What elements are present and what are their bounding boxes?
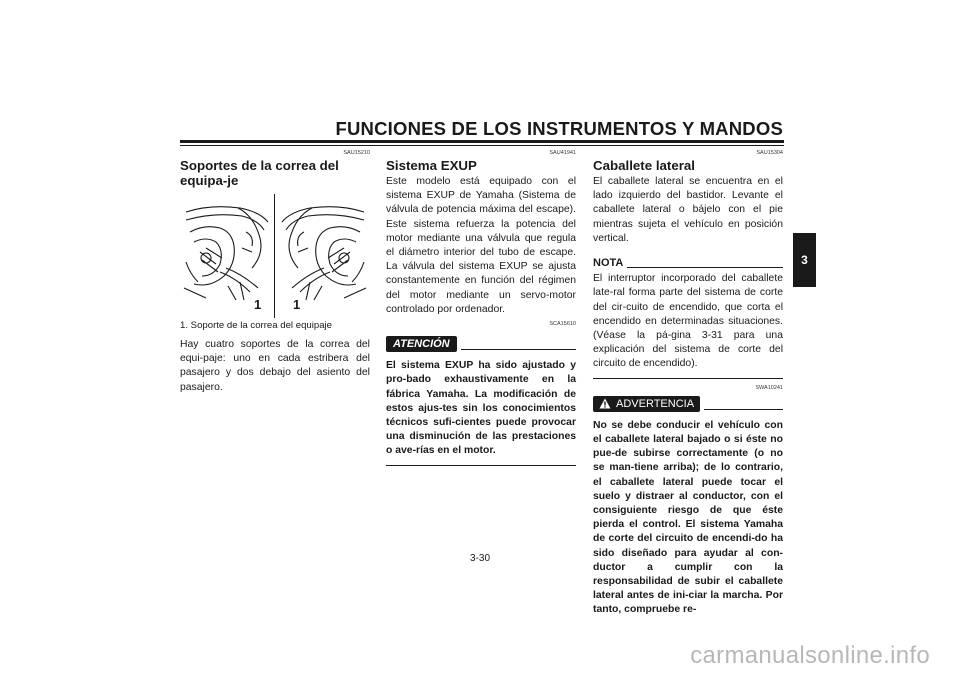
motorcycle-rear-left-illustration xyxy=(180,202,272,302)
luggage-strap-figure xyxy=(180,194,370,318)
page-number: 3-30 xyxy=(469,553,490,564)
warning-rule xyxy=(704,409,783,410)
notice-end-rule xyxy=(386,465,576,466)
note-end-rule xyxy=(593,378,783,379)
figure-callout-label: 1 xyxy=(293,297,301,312)
section-heading: Caballete lateral xyxy=(593,158,695,173)
body-text: Hay cuatro soportes de la correa del equi-paje: uno en cada estribera del pasajero y dos debajo del asiento del pasajero. xyxy=(180,339,370,393)
column-luggage-strap xyxy=(180,150,370,395)
warning-text: No se debe conducir el vehículo con el caballete lateral bajado o si éste no pue-de subirse correctamente (o no se man-tiene arriba); de lo contrario, el caballete lateral puede tocar el suelo y distraer al conductor, con el consiguiente riesgo de que éste pierda el control. El sistema Yamaha de corte del circuito de encendi-do ha sido diseñado para ayudar al con-ductor a cumplir con la responsabilidad de subir el caballete lateral antes de ini-ciar la marcha. Por tanto, compruebe re- xyxy=(593,419,783,616)
page-header-title: FUNCIONES DE LOS INSTRUMENTOS Y MANDOS xyxy=(335,118,783,139)
header-rule-thick xyxy=(180,140,784,143)
section-heading: Soportes de la correa del equipa-je xyxy=(180,158,339,188)
section-code: SAU15210 xyxy=(343,150,370,156)
figure-divider xyxy=(274,194,275,318)
note-label: NOTA xyxy=(593,257,624,270)
warning-code: SCA15610 xyxy=(549,321,576,328)
figure-caption: 1. Soporte de la correa del equipaje xyxy=(180,320,333,331)
figure-callout-label: 1 xyxy=(254,297,262,312)
note-header xyxy=(593,256,783,270)
motorcycle-rear-right-illustration xyxy=(278,202,370,302)
column-exup-system xyxy=(386,150,576,466)
body-text: Este modelo está equipado con el sistema EXUP de Yamaha (Sistema de válvula de potencia máxima del escape). Este sistema refuerza la potencia del motor mediante una válvula que regula el diámetro interior del tubo de escape. La válvula del sistema EXUP se ajusta constantemente en función del régimen del motor mediante un servo-motor controlado por ordenador. xyxy=(386,176,576,315)
body-text: El caballete lateral se encuentra en el lado izquierdo del bastidor. Levante el caballete lateral o bájelo con el pie mientras sujeta el vehículo en posición vertical. xyxy=(593,176,783,244)
header-rule-thin xyxy=(180,145,784,146)
notice-rule xyxy=(461,349,576,350)
warning-label: ADVERTENCIA xyxy=(616,397,695,410)
section-heading: Sistema EXUP xyxy=(386,158,477,173)
column-sidestand xyxy=(593,150,783,618)
chapter-tab: 3 xyxy=(793,233,816,287)
notice-label: ATENCIÓN xyxy=(386,336,457,352)
section-code: SAU41941 xyxy=(549,150,576,156)
notice-header xyxy=(386,336,576,352)
warning-triangle-icon xyxy=(599,398,611,409)
watermark: carmanualsonline.info xyxy=(690,642,930,669)
warning-badge xyxy=(593,396,700,412)
warning-code: SWA10241 xyxy=(755,384,783,391)
note-text: El interruptor incorporado del caballete late-ral forma parte del sistema de corte del cir-cuito de encendido, que corta el encendido en determinadas situaciones. (Véase la pá-gina 3-31 para una explicación del sistema de corte del circuito de encendido). xyxy=(593,273,783,370)
note-rule xyxy=(627,267,783,268)
warning-header xyxy=(593,396,783,412)
section-code: SAU15304 xyxy=(756,150,783,156)
notice-text: El sistema EXUP ha sido ajustado y pro-bado exhaustivamente en la fábrica Yamaha. La modificación de estos ajus-tes sin los conocimientos técnicos sufi-cientes puede provocar una disminución de las prestaciones o ave-rías en el motor. xyxy=(386,360,576,457)
